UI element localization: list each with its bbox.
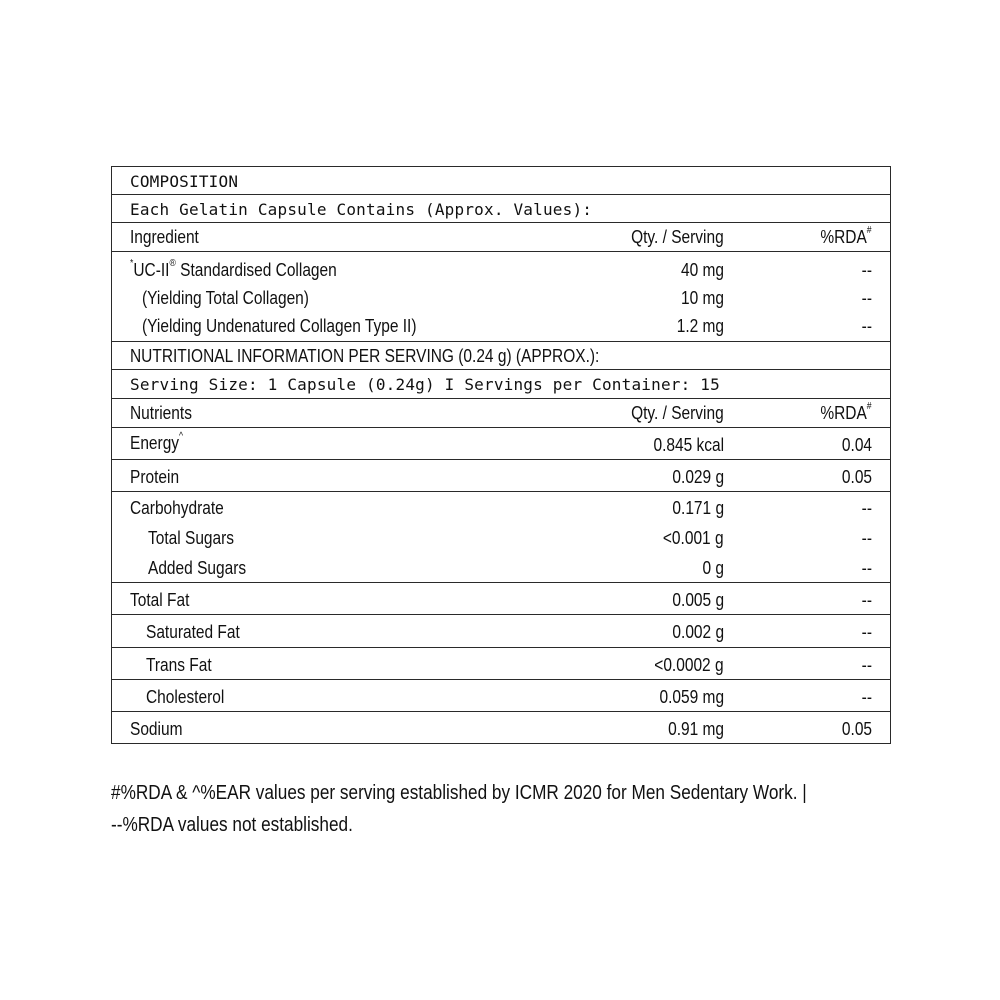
- nutrient-name: Carbohydrate: [130, 498, 224, 518]
- nutrient-rda: 0.05: [841, 719, 872, 739]
- carbohydrate-group: [112, 492, 890, 583]
- ingredient-rda: --: [861, 316, 872, 336]
- nutrient-qty: 0.059 mg: [659, 687, 724, 707]
- composition-items: [112, 252, 890, 342]
- nutrient-name: Saturated Fat: [146, 622, 240, 642]
- nutrition-label-table: [111, 166, 891, 744]
- nutrient-name: Total Fat: [130, 590, 190, 610]
- nutrients-header: Nutrients: [130, 403, 192, 423]
- ingredient-name: (Yielding Total Collagen): [142, 288, 309, 308]
- nutrient-rda: 0.05: [841, 467, 872, 487]
- nutrient-rda: --: [861, 498, 872, 518]
- table-row: [112, 428, 890, 460]
- nutrient-qty: 0.002 g: [672, 622, 724, 642]
- nutrient-name: Protein: [130, 467, 180, 487]
- ingredient-rda: --: [861, 260, 872, 280]
- rda-header-mark: #: [867, 401, 872, 412]
- ingredient-desc: Standardised Collagen: [175, 260, 337, 280]
- rda-header: [820, 225, 872, 247]
- rda-header: [820, 401, 872, 423]
- ingredient-brand: UC-II: [133, 260, 170, 280]
- table-row: [112, 583, 890, 615]
- nutrient-rda: --: [861, 655, 872, 675]
- registered-mark: ®: [169, 258, 176, 269]
- ear-mark: ^: [179, 431, 184, 442]
- nutrient-qty: 0.005 g: [672, 590, 724, 610]
- composition-title: COMPOSITION: [130, 172, 239, 191]
- rda-header-label: %RDA: [820, 227, 868, 247]
- table-row: [112, 615, 890, 648]
- ingredient-name: (Yielding Undenatured Collagen Type II): [142, 316, 417, 336]
- nutrient-rda: --: [861, 590, 872, 610]
- ingredient-header: Ingredient: [130, 227, 199, 247]
- nutrient-name: Sodium: [130, 719, 183, 739]
- ingredient-qty: 10 mg: [680, 288, 724, 308]
- asterisk-mark: *: [130, 258, 134, 269]
- nutrient-rda: --: [861, 558, 872, 578]
- nutrient-rda: --: [861, 528, 872, 548]
- nutrient-name: Cholesterol: [146, 687, 225, 707]
- qty-header: Qty. / Serving: [631, 403, 724, 423]
- nutrient-label: Energy: [130, 433, 180, 453]
- nutrient-name: [130, 431, 184, 453]
- table-row: [112, 648, 890, 680]
- ingredient-qty: 40 mg: [680, 260, 724, 280]
- nutrient-name: Total Sugars: [148, 528, 235, 548]
- nutrient-qty: 0.029 g: [672, 467, 724, 487]
- nutrition-title: NUTRITIONAL INFORMATION PER SERVING (0.24 g) (APPROX.):: [130, 346, 600, 366]
- nutrient-rda: 0.04: [841, 435, 872, 455]
- nutrient-qty: 0.91 mg: [668, 719, 724, 739]
- nutrition-title-row: [112, 342, 890, 370]
- rda-header-mark: #: [867, 225, 872, 236]
- rda-header-label: %RDA: [820, 403, 868, 423]
- table-row: [112, 712, 890, 743]
- footnote-not-established: --%RDA values not established.: [111, 814, 353, 836]
- nutrient-rda: --: [861, 687, 872, 707]
- table-row: [112, 680, 890, 712]
- serving-info: Serving Size: 1 Capsule (0.24g) I Servings per Container: 15: [130, 375, 720, 394]
- footnote-rda: #%RDA & ^%EAR values per serving established by ICMR 2020 for Men Sedentary Work. |: [111, 782, 807, 804]
- ingredient-rda: --: [861, 288, 872, 308]
- qty-header: Qty. / Serving: [631, 227, 724, 247]
- nutrition-header-row: [112, 399, 890, 428]
- table-row: [112, 460, 890, 492]
- nutrient-name: Added Sugars: [148, 558, 247, 578]
- nutrient-qty: 0.171 g: [672, 498, 724, 518]
- nutrient-qty: 0.845 kcal: [653, 435, 724, 455]
- nutrient-qty: <0.0002 g: [654, 655, 724, 675]
- nutrient-name: Trans Fat: [146, 655, 212, 675]
- serving-row: [112, 370, 890, 399]
- nutrient-qty: <0.001 g: [663, 528, 724, 548]
- composition-subtitle-row: [112, 195, 890, 223]
- ingredient-name: [130, 258, 337, 280]
- composition-subtitle: Each Gelatin Capsule Contains (Approx. Values):: [130, 200, 593, 219]
- ingredient-qty: 1.2 mg: [676, 316, 724, 336]
- composition-title-row: [112, 167, 890, 195]
- nutrient-qty: 0 g: [702, 558, 724, 578]
- composition-header-row: [112, 223, 890, 252]
- nutrient-rda: --: [861, 622, 872, 642]
